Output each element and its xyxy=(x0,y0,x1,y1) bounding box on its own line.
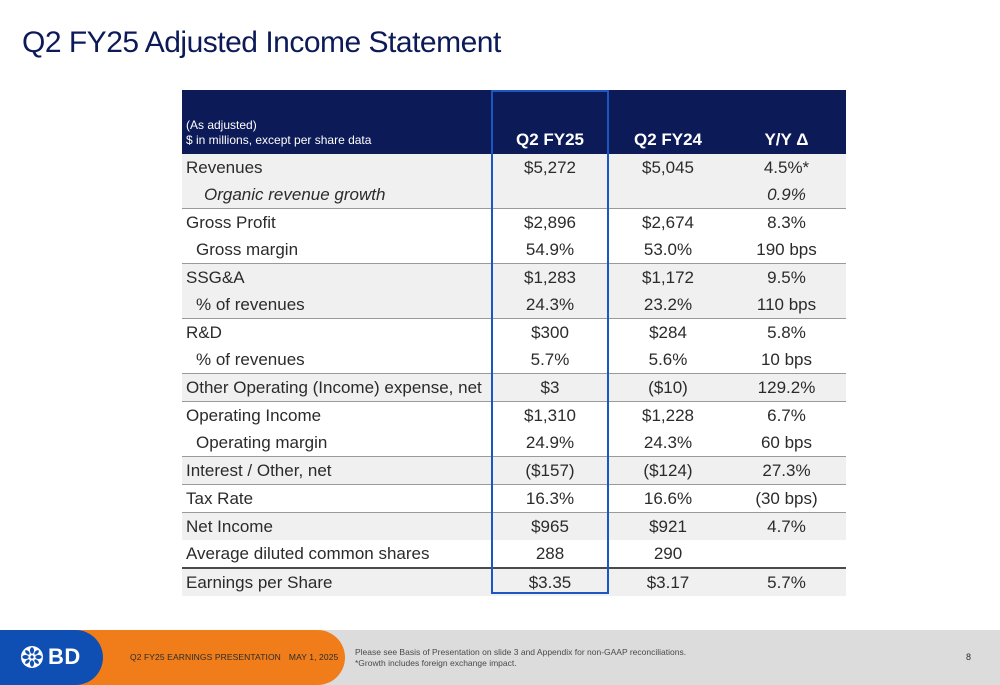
footnote-basis: Please see Basis of Presentation on slide 3 and Appendix for non-GAAP reconciliations. xyxy=(355,647,687,657)
cell-q2fy25: 24.9% xyxy=(525,433,575,452)
table-row xyxy=(182,181,846,209)
row-label: Other Operating (Income) expense, net xyxy=(182,374,491,402)
cell-q2fy25: 54.9% xyxy=(525,240,575,259)
cell-q2fy25: $965 xyxy=(491,513,609,541)
cell-q2fy24: $3.17 xyxy=(609,568,727,596)
column-header-q2fy25: Q2 FY25 xyxy=(491,90,609,154)
table-row xyxy=(182,264,846,292)
cell-q2fy24: 5.6% xyxy=(648,350,688,369)
cell-yoy: 5.7% xyxy=(727,568,846,596)
table-row xyxy=(182,402,846,430)
slide-title: Q2 FY25 Adjusted Income Statement xyxy=(22,26,501,59)
column-header-q2fy24: Q2 FY24 xyxy=(609,90,727,154)
cell-q2fy25: $1,283 xyxy=(491,264,609,292)
row-label: Operating Income xyxy=(182,402,491,430)
footer-bar xyxy=(0,630,1000,685)
cell-q2fy24: ($124) xyxy=(609,457,727,485)
cell-q2fy25: $1,310 xyxy=(491,402,609,430)
row-label: % of revenues xyxy=(182,291,491,319)
row-label: Earnings per Share xyxy=(182,568,491,596)
table-row xyxy=(182,154,846,181)
cell-yoy: 4.7% xyxy=(727,513,846,541)
cell-yoy: (30 bps) xyxy=(727,485,846,513)
footer-logo-band xyxy=(0,630,103,685)
row-label: Interest / Other, net xyxy=(182,457,491,485)
cell-q2fy24: 53.0% xyxy=(643,240,693,259)
table-row xyxy=(182,319,846,347)
row-label: R&D xyxy=(182,319,491,347)
income-statement-table xyxy=(182,90,846,596)
cell-yoy: 110 bps xyxy=(727,291,846,319)
cell-q2fy25: $3 xyxy=(491,374,609,402)
column-header-yoy-change: Y/Y Δ xyxy=(727,90,846,154)
cell-q2fy24: 23.2% xyxy=(609,291,727,319)
cell-q2fy25: 16.3% xyxy=(491,485,609,513)
cell-q2fy24: 290 xyxy=(653,544,683,563)
cell-yoy: 5.8% xyxy=(727,319,846,347)
cell-yoy: 10 bps xyxy=(760,350,813,369)
table-row xyxy=(182,209,846,237)
header-lead-cell xyxy=(182,90,491,154)
header-as-adjusted: (As adjusted) xyxy=(186,118,257,132)
cell-q2fy24 xyxy=(609,181,727,209)
cell-yoy: 60 bps xyxy=(760,433,813,452)
cell-q2fy24: 24.3% xyxy=(643,433,693,452)
row-label: Tax Rate xyxy=(182,485,491,513)
cell-q2fy25: 24.3% xyxy=(491,291,609,319)
row-label: Gross Profit xyxy=(182,209,491,237)
cell-yoy: 27.3% xyxy=(727,457,846,485)
cell-yoy: 190 bps xyxy=(756,240,817,259)
table-row xyxy=(182,291,846,319)
cell-yoy: 8.3% xyxy=(727,209,846,237)
row-label: SSG&A xyxy=(182,264,491,292)
table-header-row xyxy=(182,90,846,154)
bd-logo xyxy=(20,644,81,670)
cell-q2fy24: 16.6% xyxy=(609,485,727,513)
row-label: Net Income xyxy=(182,513,491,541)
income-statement-table-container xyxy=(182,90,846,596)
presentation-name: Q2 FY25 EARNINGS PRESENTATION xyxy=(130,652,281,662)
table-row xyxy=(182,513,846,541)
page-number: 8 xyxy=(966,652,972,662)
cell-yoy: 6.7% xyxy=(727,402,846,430)
cell-q2fy25: ($157) xyxy=(491,457,609,485)
row-label: Average diluted common shares xyxy=(186,544,430,563)
table-row xyxy=(182,236,846,264)
presentation-date: MAY 1, 2025 xyxy=(288,652,339,662)
table-row xyxy=(182,457,846,485)
table-row xyxy=(182,540,846,568)
bd-sunburst-icon xyxy=(20,645,44,669)
cell-yoy: 4.5%* xyxy=(727,154,846,181)
row-label: Operating margin xyxy=(196,433,328,452)
header-units-note: $ in millions, except per share data xyxy=(186,133,372,147)
cell-q2fy25: $5,272 xyxy=(491,154,609,181)
footnote-fx: *Growth includes foreign exchange impact. xyxy=(355,658,517,668)
logo-wordmark: BD xyxy=(48,644,81,669)
cell-q2fy24: ($10) xyxy=(609,374,727,402)
cell-q2fy24: $2,674 xyxy=(609,209,727,237)
table-row xyxy=(182,429,846,457)
row-label: Gross margin xyxy=(196,240,299,259)
cell-yoy: 0.9% xyxy=(727,181,846,209)
cell-q2fy25: 288 xyxy=(535,544,565,563)
cell-q2fy25 xyxy=(491,181,609,209)
cell-yoy xyxy=(727,540,846,568)
row-label: % of revenues xyxy=(196,350,305,369)
cell-q2fy25: $3.35 xyxy=(491,568,609,596)
cell-q2fy24: $5,045 xyxy=(609,154,727,181)
table-row xyxy=(182,374,846,402)
table-row xyxy=(182,568,846,596)
cell-q2fy25: $300 xyxy=(491,319,609,347)
row-label: Revenues xyxy=(182,154,491,181)
cell-q2fy25: 5.7% xyxy=(530,350,570,369)
cell-q2fy25: $2,896 xyxy=(491,209,609,237)
table-row xyxy=(182,485,846,513)
cell-q2fy24: $1,228 xyxy=(609,402,727,430)
cell-q2fy24: $284 xyxy=(609,319,727,347)
cell-q2fy24: $921 xyxy=(609,513,727,541)
cell-yoy: 9.5% xyxy=(727,264,846,292)
footnotes xyxy=(355,647,686,669)
presentation-label xyxy=(130,652,338,662)
row-label: Organic revenue growth xyxy=(182,181,491,209)
cell-yoy: 129.2% xyxy=(727,374,846,402)
table-row xyxy=(182,346,846,374)
cell-q2fy24: $1,172 xyxy=(609,264,727,292)
